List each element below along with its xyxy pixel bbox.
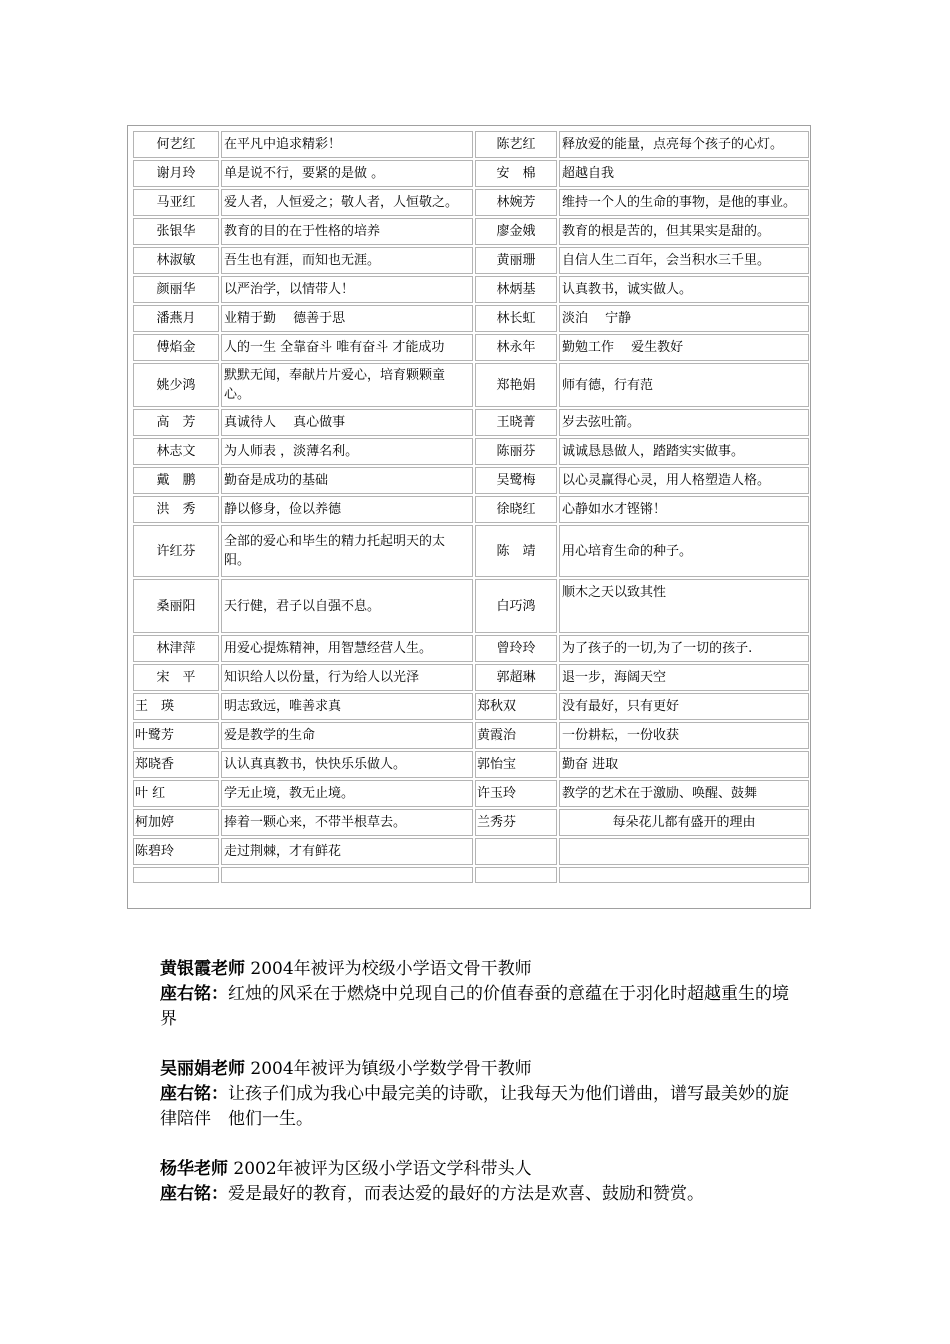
motto-cell: 教学的艺术在于激励、唤醒、鼓舞	[559, 780, 809, 807]
motto-cell: 以心灵赢得心灵，用人格塑造人格。	[559, 467, 809, 494]
teacher-name-cell: 叶鹭芳	[133, 722, 219, 749]
table-row	[133, 218, 809, 245]
teacher-name: 杨华老师	[160, 1159, 228, 1179]
teacher-name-cell: 郑艳娟	[475, 363, 557, 407]
table-row	[133, 247, 809, 274]
motto-cell: 勤奋 进取	[559, 751, 809, 778]
empty-cell	[133, 867, 219, 883]
teacher-name-cell: 许玉玲	[475, 780, 557, 807]
table-row	[133, 276, 809, 303]
motto-label: 座右铭：	[160, 1084, 228, 1104]
teacher-name-cell: 洪 秀	[133, 496, 219, 523]
motto-cell: 超越自我	[559, 160, 809, 187]
teacher-name-cell: 叶 红	[133, 780, 219, 807]
motto-cell: 勤奋是成功的基础	[221, 467, 473, 494]
teacher-motto	[160, 1082, 800, 1132]
table-row	[133, 467, 809, 494]
teacher-name-cell: 徐晓红	[475, 496, 557, 523]
teacher-name: 吴丽娟老师	[160, 1059, 245, 1079]
teacher-heading	[160, 957, 800, 982]
table-row	[133, 664, 809, 691]
teacher-name-cell: 陈碧玲	[133, 838, 219, 865]
motto-cell: 顺木之天以致其性	[559, 579, 809, 633]
motto-cell: 一份耕耘，一份收获	[559, 722, 809, 749]
teacher-name-cell: 宋 平	[133, 664, 219, 691]
teacher-name-cell: 颜丽华	[133, 276, 219, 303]
table-row	[133, 409, 809, 436]
table-row	[133, 751, 809, 778]
teacher-name-cell: 吴鹭梅	[475, 467, 557, 494]
motto-cell: 退一步，海阔天空	[559, 664, 809, 691]
table-row	[133, 334, 809, 361]
motto-cell: 用爱心提炼精神，用智慧经营人生。	[221, 635, 473, 662]
empty-cell	[559, 867, 809, 883]
table-row	[133, 579, 809, 633]
teacher-name-cell: 郭超琳	[475, 664, 557, 691]
table-row	[133, 496, 809, 523]
motto-cell: 吾生也有涯，而知也无涯。	[221, 247, 473, 274]
teacher-name-cell: 陈 靖	[475, 525, 557, 577]
motto-cell: 每朵花儿都有盛开的理由	[559, 809, 809, 836]
teacher-name-cell: 许红芬	[133, 525, 219, 577]
table-row	[133, 189, 809, 216]
motto-cell: 教育的目的在于性格的培养	[221, 218, 473, 245]
motto-cell: 业精于勤 德善于思	[221, 305, 473, 332]
motto-cell: 认真教书，诚实做人。	[559, 276, 809, 303]
teacher-name-cell: 高 芳	[133, 409, 219, 436]
teacher-name-cell: 兰秀芬	[475, 809, 557, 836]
motto-cell: 用心培育生命的种子。	[559, 525, 809, 577]
teacher-name-cell: 傅焰金	[133, 334, 219, 361]
motto-cell: 没有最好，只有更好	[559, 693, 809, 720]
table-row	[133, 305, 809, 332]
teacher-name-cell: 黄丽珊	[475, 247, 557, 274]
motto-cell	[559, 838, 809, 865]
teacher-motto	[160, 982, 800, 1032]
motto-cell: 为人师表 ，淡薄名利。	[221, 438, 473, 465]
motto-cell: 真诚待人 真心做事	[221, 409, 473, 436]
motto-cell: 走过荆棘，才有鲜花	[221, 838, 473, 865]
teacher-intro	[160, 957, 800, 1032]
motto-text: 让孩子们成为我心中最完美的诗歌，让我每天为他们谱曲，谱写最美妙的旋律陪伴 他们一生。	[160, 1084, 789, 1129]
teacher-name-cell: 马亚红	[133, 189, 219, 216]
teacher-intro	[160, 1057, 800, 1132]
motto-cell: 爱人者，人恒爱之；敬人者，人恒敬之。	[221, 189, 473, 216]
motto-cell: 诚诚恳恳做人，踏踏实实做事。	[559, 438, 809, 465]
teacher-honor: 2004年被评为镇级小学数学骨干教师	[245, 1059, 532, 1079]
teacher-name-cell: 廖金娥	[475, 218, 557, 245]
table-row	[133, 160, 809, 187]
motto-cell: 全部的爱心和毕生的精力托起明天的太阳。	[221, 525, 473, 577]
motto-cell: 淡泊 宁静	[559, 305, 809, 332]
table-row	[133, 635, 809, 662]
teacher-name-cell	[475, 838, 557, 865]
motto-cell: 静以修身，俭以养德	[221, 496, 473, 523]
motto-table	[131, 129, 811, 885]
motto-text: 爱是最好的教育，而表达爱的最好的方法是欢喜、鼓励和赞赏。	[228, 1184, 704, 1204]
teacher-name-cell: 林志文	[133, 438, 219, 465]
teacher-name-cell: 林永年	[475, 334, 557, 361]
teacher-name-cell: 白巧鸿	[475, 579, 557, 633]
teacher-honor: 2002年被评为区级小学语文学科带头人	[228, 1159, 532, 1179]
table-row	[133, 809, 809, 836]
motto-cell: 单是说不行，要紧的是做 。	[221, 160, 473, 187]
table-row	[133, 867, 809, 883]
teacher-heading	[160, 1157, 800, 1182]
teacher-name-cell: 柯加婷	[133, 809, 219, 836]
table-row	[133, 363, 809, 407]
motto-cell: 心静如水才铿锵！	[559, 496, 809, 523]
motto-label: 座右铭：	[160, 984, 228, 1004]
teacher-name-cell: 林炳基	[475, 276, 557, 303]
teacher-name-cell: 林长虹	[475, 305, 557, 332]
teacher-name-cell: 王 瑛	[133, 693, 219, 720]
teacher-name-cell: 林津萍	[133, 635, 219, 662]
table-row	[133, 838, 809, 865]
motto-cell: 自信人生二百年，会当积水三千里。	[559, 247, 809, 274]
motto-cell: 明志致远，唯善求真	[221, 693, 473, 720]
teacher-name-cell: 郑晓香	[133, 751, 219, 778]
teacher-name-cell: 林婉芳	[475, 189, 557, 216]
teacher-name-cell: 安 棉	[475, 160, 557, 187]
motto-cell: 知识给人以份量，行为给人以光泽	[221, 664, 473, 691]
teacher-name-cell: 姚少鸿	[133, 363, 219, 407]
table-row	[133, 131, 809, 158]
table-row	[133, 438, 809, 465]
teacher-name-cell: 桑丽阳	[133, 579, 219, 633]
teacher-name-cell: 戴 鹏	[133, 467, 219, 494]
teacher-intro	[160, 1157, 800, 1207]
teacher-honor: 2004年被评为校级小学语文骨干教师	[245, 959, 532, 979]
empty-cell	[475, 867, 557, 883]
table-row	[133, 525, 809, 577]
teacher-name-cell: 郑秋双	[475, 693, 557, 720]
teacher-name: 黄银霞老师	[160, 959, 245, 979]
motto-cell: 释放爱的能量，点亮每个孩子的心灯。	[559, 131, 809, 158]
teacher-name-cell: 郭怡宝	[475, 751, 557, 778]
motto-cell: 认认真真教书，快快乐乐做人。	[221, 751, 473, 778]
teacher-name-cell: 张银华	[133, 218, 219, 245]
teacher-name-cell: 黄霞治	[475, 722, 557, 749]
motto-cell: 在平凡中追求精彩！	[221, 131, 473, 158]
teacher-name-cell: 何艺红	[133, 131, 219, 158]
teacher-name-cell: 林淑敏	[133, 247, 219, 274]
motto-cell: 师有德，行有范	[559, 363, 809, 407]
motto-label: 座右铭：	[160, 1184, 228, 1204]
motto-cell: 维持一个人的生命的事物，是他的事业。	[559, 189, 809, 216]
motto-cell: 学无止境，教无止境。	[221, 780, 473, 807]
motto-cell: 以严治学，以情带人！	[221, 276, 473, 303]
teacher-name-cell: 潘燕月	[133, 305, 219, 332]
teacher-name-cell: 谢月玲	[133, 160, 219, 187]
motto-cell: 捧着一颗心来，不带半根草去。	[221, 809, 473, 836]
table-row	[133, 780, 809, 807]
motto-cell: 人的一生 全靠奋斗 唯有奋斗 才能成功	[221, 334, 473, 361]
motto-cell: 勤勉工作 爱生教好	[559, 334, 809, 361]
teacher-motto	[160, 1182, 800, 1207]
motto-cell: 岁去弦吐箭。	[559, 409, 809, 436]
teacher-name-cell: 陈丽芬	[475, 438, 557, 465]
motto-cell: 爱是教学的生命	[221, 722, 473, 749]
table-row	[133, 693, 809, 720]
motto-cell: 天行健，君子以自强不息。	[221, 579, 473, 633]
motto-cell: 教育的根是苦的，但其果实是甜的。	[559, 218, 809, 245]
motto-cell: 默默无闻，奉献片片爱心，培育颗颗童心。	[221, 363, 473, 407]
teacher-name-cell: 陈艺红	[475, 131, 557, 158]
teacher-name-cell: 王晓菁	[475, 409, 557, 436]
motto-table-frame	[127, 125, 811, 909]
teacher-heading	[160, 1057, 800, 1082]
motto-cell: 为了孩子的一切,为了一切的孩子.	[559, 635, 809, 662]
teacher-name-cell: 曾玲玲	[475, 635, 557, 662]
empty-cell	[221, 867, 473, 883]
table-row	[133, 722, 809, 749]
motto-text: 红烛的风采在于燃烧中兑现自己的价值春蚕的意蕴在于羽化时超越重生的境界	[160, 984, 789, 1029]
